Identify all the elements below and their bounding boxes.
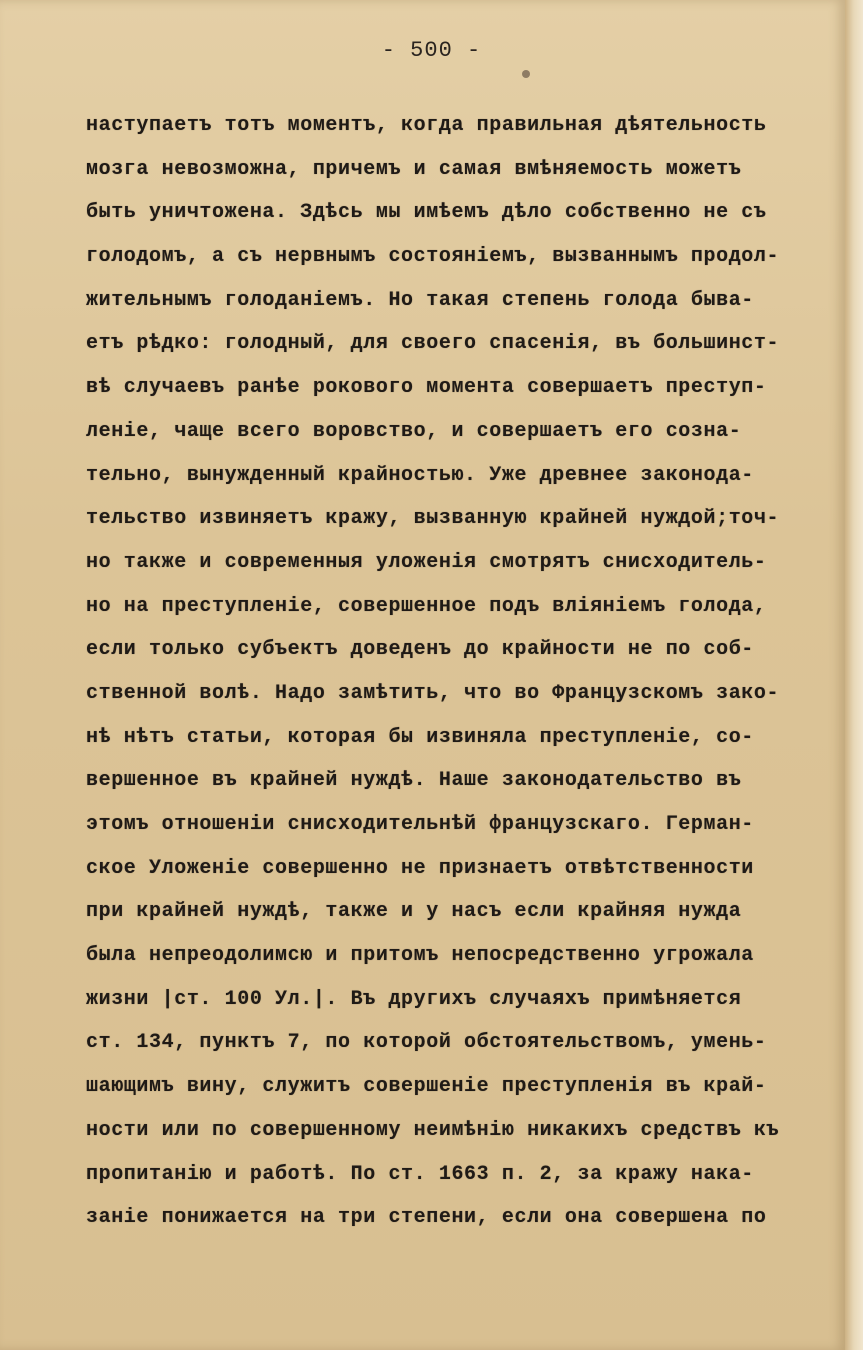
text-line: этомъ отношеніи снисходительнѣй французскаго. Герман- xyxy=(86,813,754,836)
body-text xyxy=(86,104,846,1240)
text-line: быть уничтожена. Здѣсь мы имѣемъ дѣло собственно не съ xyxy=(86,201,767,225)
text-line: ности или по совершенному неимѣнію никакихъ средствъ къ xyxy=(86,1118,780,1142)
text-line: ственной волѣ. Надо замѣтить, что во Французскомъ зако- xyxy=(86,681,780,705)
text-line: нѣ нѣтъ статьи, которая бы извиняла преступленіе, со- xyxy=(86,725,754,749)
text-line: голодомъ, а съ нервнымъ состояніемъ, вызваннымъ продол- xyxy=(86,245,780,269)
text-line: жительнымъ голоданіемъ. Но такая степень голода быва- xyxy=(86,288,754,312)
text-line: но на преступленіе, совершенное подъ вліяніемъ голода, xyxy=(86,594,767,618)
text-line: мозга невозможна, причемъ и самая вмѣняемость можетъ xyxy=(86,157,742,181)
text-line: ское Уложеніе совершенно не признаетъ отвѣтственности xyxy=(86,856,754,880)
text-line: тельство извиняетъ кражу, вызванную крайней нуждой;точ- xyxy=(86,507,780,531)
text-line: наступаетъ тотъ моментъ, когда правильная дѣятельность xyxy=(86,114,767,137)
ink-spot xyxy=(522,70,530,78)
text-line: вершенное въ крайней нуждѣ. Наше законодательство въ xyxy=(86,769,742,793)
text-line: но также и современныя уложенія смотрятъ снисходитель- xyxy=(86,550,767,574)
text-line: была непреодолимсю и притомъ непосредственно угрожала xyxy=(86,944,754,968)
text-line: шающимъ вину, служитъ совершеніе преступленія въ край- xyxy=(86,1075,767,1099)
text-line: ст. 134, пунктъ 7, по которой обстоятельствомъ, умень- xyxy=(86,1031,767,1055)
text-line: если только субъектъ доведенъ до крайности не по соб- xyxy=(86,638,754,662)
text-line: вѣ случаевъ ранѣе рокового момента совершаетъ преступ- xyxy=(86,376,767,400)
text-line: пропитанію и работѣ. По ст. 1663 п. 2, за кражу нака- xyxy=(86,1162,754,1186)
text-line: тельно, вынужденный крайностью. Уже древнее законода- xyxy=(86,463,754,487)
text-line: заніе понижается на три степени, если она совершена по xyxy=(86,1206,767,1230)
text-line: при крайней нуждѣ, также и у насъ если крайняя нужда xyxy=(86,900,742,924)
text-line: жизни |ст. 100 Ул.|. Въ другихъ случаяхъ примѣняется xyxy=(86,987,742,1011)
text-line: етъ рѣдко: голодный, для своего спасенія, въ большинст- xyxy=(86,332,780,356)
page-edge xyxy=(845,0,863,1350)
text-line: леніе, чаще всего воровство, и совершаетъ его созна- xyxy=(86,419,742,443)
page-number: - 500 - xyxy=(381,38,482,63)
